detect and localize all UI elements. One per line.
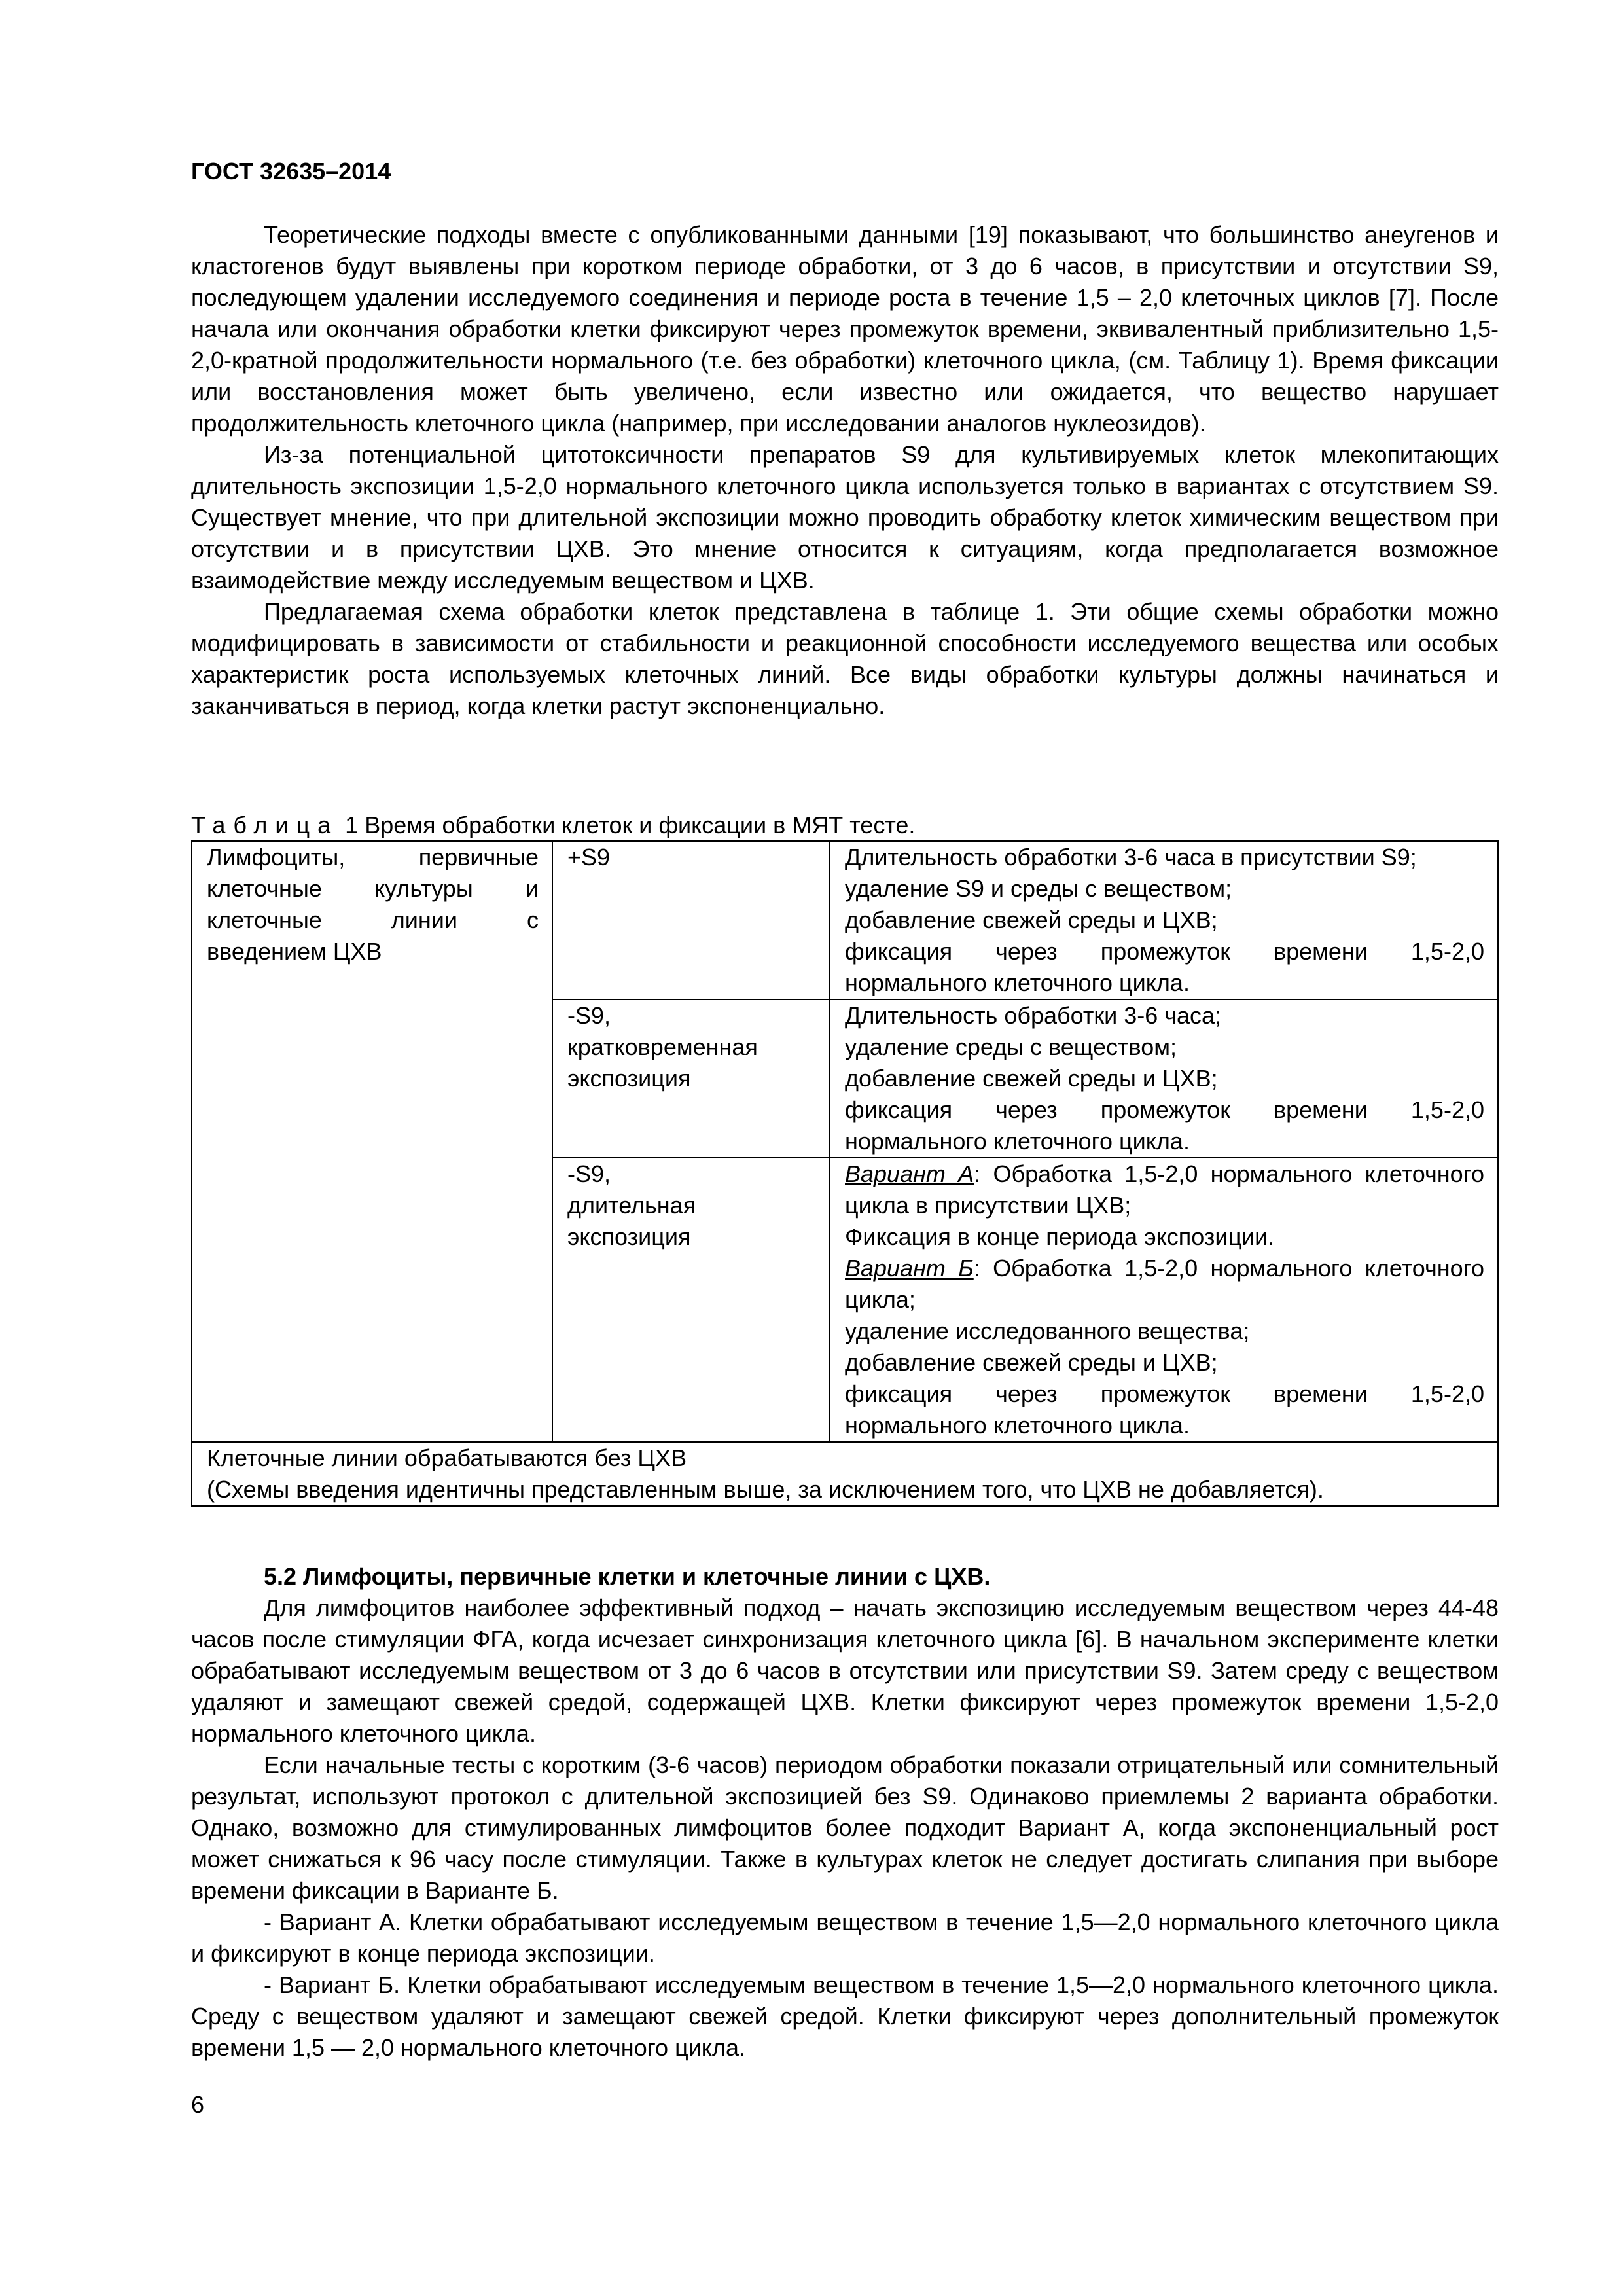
protocol-line: удаление S9 и среды с веществом; xyxy=(845,875,1232,902)
treatment-table xyxy=(191,840,1499,1507)
variant-b-text: : Обработка 1,5-2,0 нормального клеточного цикла; xyxy=(845,1255,1484,1313)
protocol-cell xyxy=(830,841,1498,999)
table-caption-text: Время обработки клеток и фиксации в МЯТ тесте. xyxy=(365,812,916,838)
page-number: 6 xyxy=(191,2091,205,2118)
protocol-line xyxy=(845,1253,1484,1316)
footer-line: Клеточные линии обрабатываются без ЦХВ xyxy=(207,1444,687,1471)
variant-b-label: Вариант Б xyxy=(845,1255,974,1282)
protocol-line: фиксация через промежуток времени 1,5-2,0 нормального клеточного цикла. xyxy=(845,938,1484,996)
condition-label: кратковременная экспозиция xyxy=(567,1033,758,1092)
protocol-line: удаление исследованного вещества; xyxy=(845,1318,1250,1344)
condition-cell xyxy=(552,841,830,999)
table-row xyxy=(192,1442,1498,1506)
intro-text xyxy=(191,219,1499,722)
condition-cell xyxy=(552,1158,830,1442)
variant-a-text: : Обработка 1,5-2,0 нормального клеточного цикла в присутствии ЦХВ; xyxy=(845,1160,1484,1219)
condition-cell xyxy=(552,999,830,1158)
protocol-line: Длительность обработки 3-6 часа в присутствии S9; xyxy=(845,844,1417,870)
table-caption-prefix: Таблица xyxy=(191,812,339,838)
paragraph: - Вариант Б. Клетки обрабатывают исследуемым веществом в течение 1,5—2,0 нормального клеточного цикла. Среду с веществом удаляют и замещают свежей средой. Клетки фиксируют через дополнительный промежуток времени 1,5 — 2,0 нормального клеточного цикла. xyxy=(191,1971,1499,2061)
paragraph: Из-за потенциальной цитотоксичности препаратов S9 для культивируемых клеток млекопитающих длительность экспозиции 1,5-2,0 нормального клеточного цикла используется только в вариантах с отсутствием S9. Существует мнение, что при длительной экспозиции можно проводить обработку клеток химическим веществом при отсутствии и в присутствии ЦХВ. Это мнение относится к ситуациям, когда предполагается возможное взаимодействие между исследуемым веществом и ЦХВ. xyxy=(191,441,1499,594)
group-label: Лимфоциты, первичные клеточные культуры и клеточные линии с введением ЦХВ xyxy=(207,844,539,965)
footer-line: (Схемы введения идентичны представленным выше, за исключением того, что ЦХВ не добавляется). xyxy=(207,1476,1324,1503)
protocol-line: Длительность обработки 3-6 часа; xyxy=(845,1002,1222,1029)
paragraph: - Вариант А. Клетки обрабатывают исследуемым веществом в течение 1,5—2,0 нормального клеточного цикла и фиксируют в конце периода экспозиции. xyxy=(191,1909,1499,1967)
paragraph: Теоретические подходы вместе с опубликованными данными [19] показывают, что большинство анеугенов и кластогенов будут выявлены при коротком периоде обработки, от 3 до 6 часов, в присутствии и отсутствии S9, последующем удалении исследуемого соединения и периоде роста в течение 1,5 – 2,0 клеточных циклов [7]. После начала или окончания обработки клетки фиксируют через промежуток времени, эквивалентный приблизительно 1,5-2,0-кратной продолжительности нормального (т.е. без обработки) клеточного цикла, (см. Таблицу 1). Время фиксации или восстановления может быть увеличено, если известно или ожидается, что вещество нарушает продолжительность клеточного цикла (например, при исследовании аналогов нуклеозидов). xyxy=(191,221,1499,437)
condition-label: длительная экспозиция xyxy=(567,1192,696,1250)
table-caption xyxy=(191,810,915,841)
protocol-line: Фиксация в конце периода экспозиции. xyxy=(845,1223,1275,1250)
protocol-line: добавление свежей среды и ЦХВ; xyxy=(845,1349,1218,1376)
protocol-cell xyxy=(830,1158,1498,1442)
paragraph: Для лимфоцитов наиболее эффективный подход – начать экспозицию исследуемым веществом через 44-48 часов после стимуляции ФГА, когда исчезает синхронизация клеточного цикла [6]. В начальном эксперименте клетки обрабатывают исследуемым веществом от 3 до 6 часов в отсутствии или присутствии S9. Затем среду с веществом удаляют и замещают свежей средой, содержащей ЦХВ. Клетки фиксируют через промежуток времени 1,5-2,0 нормального клеточного цикла. xyxy=(191,1594,1499,1747)
condition-label: -S9, xyxy=(567,1002,611,1029)
variant-a-label: Вариант А xyxy=(845,1160,974,1187)
section-5-2 xyxy=(191,1561,1499,2064)
document-code: ГОСТ 32635–2014 xyxy=(191,158,391,185)
table-row xyxy=(192,841,1498,999)
protocol-line: добавление свежей среды и ЦХВ; xyxy=(845,1065,1218,1092)
protocol-line xyxy=(845,1158,1484,1221)
protocol-line: добавление свежей среды и ЦХВ; xyxy=(845,906,1218,933)
protocol-line: фиксация через промежуток времени 1,5-2,0 нормального клеточного цикла. xyxy=(845,1096,1484,1155)
protocol-line: удаление среды с веществом; xyxy=(845,1033,1177,1060)
condition-label: +S9 xyxy=(567,844,611,870)
paragraph: Предлагаемая схема обработки клеток представлена в таблице 1. Эти общие схемы обработки можно модифицировать в зависимости от стабильности и реакционной способности исследуемого вещества или особых характеристик роста используемых клеточных линий. Все виды обработки культуры должны начинаться и заканчиваться в период, когда клетки растут экспоненциально. xyxy=(191,598,1499,719)
footer-cell xyxy=(192,1442,1498,1506)
paragraph: Если начальные тесты с коротким (3-6 часов) периодом обработки показали отрицательный или сомнительный результат, используют протокол с длительной экспозицией без S9. Одинаково приемлемы 2 варианта обработки. Однако, возможно для стимулированных лимфоцитов более подходит Вариант А, когда экспоненциальный рост может снижаться к 96 часу после стимуляции. Также в культурах клеток не следует достигать слипания при выборе времени фиксации в Варианте Б. xyxy=(191,1751,1499,1904)
protocol-cell xyxy=(830,999,1498,1158)
protocol-line: фиксация через промежуток времени 1,5-2,0 нормального клеточного цикла. xyxy=(845,1380,1484,1439)
table-caption-number: 1 xyxy=(345,812,359,838)
section-title: 5.2 Лимфоциты, первичные клетки и клеточные линии с ЦХВ. xyxy=(264,1563,991,1590)
condition-label: -S9, xyxy=(567,1160,611,1187)
group-label-cell xyxy=(192,841,552,1442)
